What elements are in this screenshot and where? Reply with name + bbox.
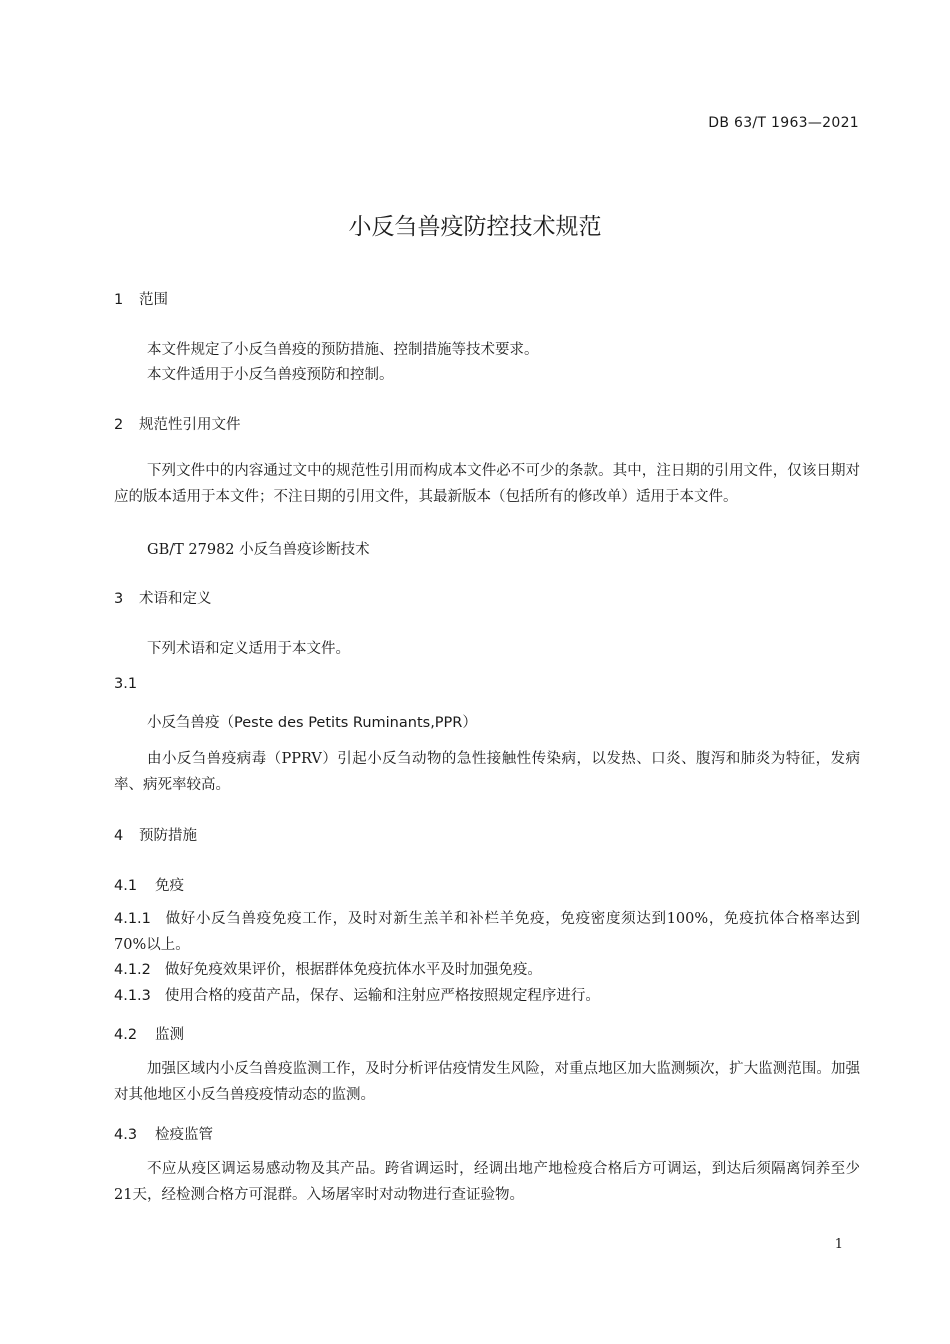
section-4-heading (114, 824, 197, 845)
subsection-4-3-heading (114, 1123, 213, 1144)
paragraph: 本文件规定了小反刍兽疫的预防措施、控制措施等技术要求。 (147, 342, 539, 358)
clause-text: 使用合格的疫苗产品，保存、运输和注射应严格按照规定程序进行。 (164, 988, 600, 1004)
paragraph: 本文件适用于小反刍兽疫预防和控制。 (147, 367, 394, 383)
section-number: 2 (114, 417, 124, 433)
subsection-4-1-heading (114, 874, 184, 895)
clause-text: 做好小反刍兽疫免疫工作，及时对新生羔羊和补栏羊免疫，免疫密度须达到100%，免疫抗体合格率达到70%以上。 (114, 911, 860, 953)
section-title: 规范性引用文件 (139, 417, 241, 433)
section-title: 范围 (139, 292, 168, 308)
document-code: DB 63/T 1963—2021 (708, 115, 859, 131)
clause-number: 4.1.2 (114, 962, 151, 978)
term-heading: 小反刍兽疫（Peste des Petits Ruminants,PPR） (147, 715, 477, 731)
subsection-number: 4.2 (114, 1027, 138, 1043)
section-number: 4 (114, 828, 124, 844)
normative-reference: GB/T 27982 小反刍兽疫诊断技术 (147, 542, 370, 558)
term-definition: 由小反刍兽疫病毒（PPRV）引起小反刍动物的急性接触性传染病，以发热、口炎、腹泻和肺炎为特征，发病率、病死率较高。 (114, 751, 860, 793)
paragraph: 下列文件中的内容通过文中的规范性引用而构成本文件必不可少的条款。其中，注日期的引用文件，仅该日期对应的版本适用于本文件；不注日期的引用文件，其最新版本（包括所有的修改单）适用于本文件。 (114, 463, 860, 505)
paragraph: 不应从疫区调运易感动物及其产品。跨省调运时，经调出地产地检疫合格后方可调运，到达后须隔离饲养至少21天，经检测合格方可混群。入场屠宰时对动物进行查证验物。 (114, 1161, 860, 1203)
page-title: 小反刍兽疫防控技术规范 (348, 214, 602, 240)
subsection-title: 免疫 (155, 878, 184, 894)
subsection-title: 检疫监管 (155, 1127, 213, 1143)
section-number: 1 (114, 292, 124, 308)
section-2-heading (114, 413, 241, 434)
page-number: 1 (834, 1237, 843, 1252)
clause-text: 做好免疫效果评价，根据群体免疫抗体水平及时加强免疫。 (164, 962, 542, 978)
subsection-4-2-heading (114, 1023, 184, 1044)
clause-4-1-1 (114, 906, 860, 958)
clause-number: 4.1.1 (114, 911, 151, 927)
paragraph: 加强区域内小反刍兽疫监测工作，及时分析评估疫情发生风险，对重点地区加大监测频次，扩大监测范围。加强对其他地区小反刍兽疫疫情动态的监测。 (114, 1061, 860, 1103)
section-1-heading (114, 288, 168, 309)
subsection-title: 监测 (155, 1027, 184, 1043)
section-title: 预防措施 (139, 828, 197, 844)
paragraph: 下列术语和定义适用于本文件。 (147, 641, 350, 657)
section-3-heading (114, 587, 212, 608)
section-title: 术语和定义 (139, 591, 212, 607)
clause-4-1-3 (114, 984, 600, 1005)
clause-number: 4.1.3 (114, 988, 151, 1004)
section-number: 3 (114, 591, 124, 607)
subsection-number: 4.3 (114, 1127, 138, 1143)
term-number: 3.1 (114, 676, 138, 692)
clause-4-1-2 (114, 958, 542, 979)
subsection-number: 4.1 (114, 878, 138, 894)
